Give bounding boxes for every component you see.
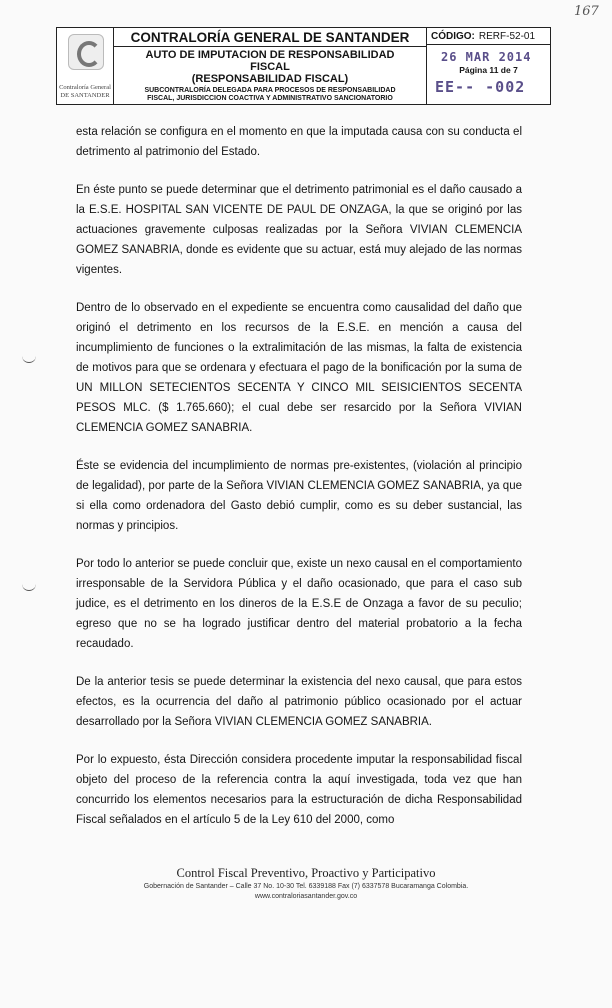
paragraph: En éste punto se puede determinar que el detrimento patrimonial es el daño causado a la E.S.E. HOSPITAL SAN VICENTE DE PAUL DE ONZAGA, la que se originó por las actuaciones gravemente culposas realizadas por la Señora VIVIAN CLEMENCIA GOMEZ SANABRIA, donde es evidente que su actuar, está muy alejado de las normas vigentes. — [76, 184, 522, 276]
paragraph: Dentro de lo observado en el expediente se encuentra como causalidad del daño que originó el detrimento en los recursos de la E.S.E. en mención a causa del incumplimiento de funciones o la extralimitación de las mismas, la falta de existencia de motivos para que se ordenara y efectuara el pago de la bonificación por la suma de UN MILLON SETECIENTOS SECENTA Y CINCO MIL SEISICIENTOS SECENTA PESOS MLC. ($ 1.765.660); el cual debe ser resarcido por la Señora VIVIAN CLEMENCIA GOMEZ SANABRIA. — [76, 302, 522, 434]
footer-website: www.contraloriasantander.gov.co — [254, 893, 358, 900]
punch-hole-mark — [22, 354, 36, 363]
header-code-cell — [427, 28, 550, 104]
document-code: CÓDIGO: RERF-52-01 — [427, 28, 550, 45]
issuing-office: SUBCONTRALORÍA DELEGADA PARA PROCESOS DE RESPONSABILIDAD FISCAL, JURISDICCION COACTIVA Y ADMINISTRATIVO SANCIONATORIO — [144, 87, 396, 102]
paragraph: esta relación se configura en el momento en que la imputada causa con su conducta el detrimento al patrimonio del Estado. — [76, 126, 522, 158]
date-stamp: 26 MAR 2014 — [441, 50, 532, 64]
paragraph: De la anterior tesis se puede determinar la existencia del nexo causal, que para estos efectos, es la ocurrencia del daño al patrimonio público ocasionado por el actuar desarrollado por la Señora VIVIAN CLEMENCIA GOMEZ SANABRIA. — [76, 676, 522, 728]
document-type: AUTO DE IMPUTACION DE RESPONSABILIDAD FISCAL (RESPONSABILIDAD FISCAL) — [145, 49, 395, 85]
paragraph: Por todo lo anterior se puede concluir que, existe un nexo causal en el comportamiento irresponsable de la Servidora Pública y el daño ocasionado, que para el caso sub judice, es el detrimento en los dineros de la E.S.E de Onzaga a favor de su peculio; egreso que no se ha logrado justificar dentro del material probatorio a la fecha recaudado. — [76, 558, 522, 650]
document-footer — [0, 866, 612, 901]
header-title-cell — [114, 28, 427, 104]
logo-cell — [57, 28, 114, 104]
page-label: Página 11 de 7 — [459, 65, 518, 75]
paragraph: Éste se evidencia del incumplimiento de normas pre-existentes, (violación al principio de legalidad), por parte de la Señora VIVIAN CLEMENCIA GOMEZ SANABRIA, ya que si ella como ordenadora del Gasto debió cumplir, como es su deber sustancial, las normas y principios. — [76, 460, 522, 532]
footer-address: Gobernación de Santander – Calle 37 No. 10-30 Tel. 6339188 Fax (7) 6337578 Bucaramanga Colombia. — [143, 883, 469, 890]
contraloria-logo-icon — [68, 34, 104, 70]
punch-hole-mark — [22, 582, 36, 591]
handwritten-page-number: 167 — [574, 4, 599, 19]
logo-caption: Contraloría General DE SANTANDER — [59, 84, 111, 99]
document-header — [56, 27, 551, 105]
document-body — [76, 122, 522, 848]
paragraph: Por lo expuesto, ésta Dirección considera procedente imputar la responsabilidad fiscal objeto del proceso de la referencia contra la aquí investigada, toda vez que han concurrido los elementos necesarios para la estructuración de dicha Responsabilidad Fiscal señalados en el artículo 5 de la Ley 610 del 2000, como — [76, 754, 522, 826]
footer-slogan: Control Fiscal Preventivo, Proactivo y Participativo — [176, 866, 436, 880]
institution-title: CONTRALORÍA GENERAL DE SANTANDER — [114, 28, 426, 47]
number-stamp: EE-- -002 — [435, 78, 526, 96]
